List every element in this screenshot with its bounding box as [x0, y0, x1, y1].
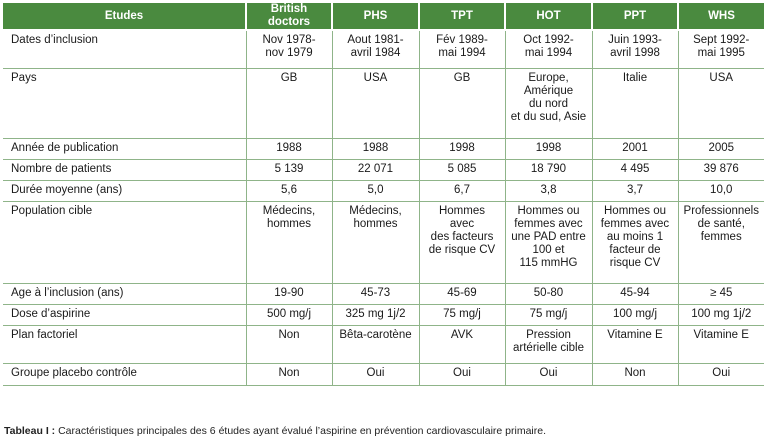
- header-cell: HOT: [505, 3, 592, 30]
- table-cell: 5,0: [332, 180, 419, 201]
- table-cell: 75 mg/j: [419, 304, 505, 325]
- table-cell: 1998: [419, 138, 505, 159]
- table-row: [3, 325, 764, 363]
- table-cell: 19-90: [246, 283, 332, 304]
- row-label: Plan factoriel: [3, 325, 246, 363]
- table-row: [3, 138, 764, 159]
- header-cell: Etudes: [3, 3, 246, 30]
- table-cell: 3,8: [505, 180, 592, 201]
- table-cell: ≥ 45: [678, 283, 764, 304]
- table-cell: Médecins, hommes: [246, 201, 332, 283]
- header-cell: PHS: [332, 3, 419, 30]
- header-cell: TPT: [419, 3, 505, 30]
- row-label: Groupe placebo contrôle: [3, 363, 246, 385]
- table-cell: 45-69: [419, 283, 505, 304]
- header-cell: PPT: [592, 3, 678, 30]
- row-label: Dose d’aspirine: [3, 304, 246, 325]
- row-label: Age à l’inclusion (ans): [3, 283, 246, 304]
- table-cell: Pression artérielle cible: [505, 325, 592, 363]
- table-cell: GB: [419, 68, 505, 138]
- table-row: [3, 283, 764, 304]
- header-cell: WHS: [678, 3, 764, 30]
- row-label: Durée moyenne (ans): [3, 180, 246, 201]
- table-cell: USA: [678, 68, 764, 138]
- table-cell: Non: [592, 363, 678, 385]
- table-cell: 2005: [678, 138, 764, 159]
- header-cell: British doctors: [246, 3, 332, 30]
- table-cell: Oui: [332, 363, 419, 385]
- row-label: Nombre de patients: [3, 159, 246, 180]
- caption-label: Tableau I :: [4, 425, 56, 437]
- table-cell: 325 mg 1j/2: [332, 304, 419, 325]
- table-cell: Non: [246, 325, 332, 363]
- table-cell: 1998: [505, 138, 592, 159]
- table-cell: Fév 1989- mai 1994: [419, 30, 505, 68]
- table-cell: 45-73: [332, 283, 419, 304]
- table-cell: 500 mg/j: [246, 304, 332, 325]
- table-row: [3, 30, 764, 68]
- table-row: [3, 180, 764, 201]
- table-cell: 6,7: [419, 180, 505, 201]
- table-cell: Juin 1993- avril 1998: [592, 30, 678, 68]
- table-cell: Oct 1992- mai 1994: [505, 30, 592, 68]
- table-cell: 10,0: [678, 180, 764, 201]
- table-cell: Hommes avec des facteurs de risque CV: [419, 201, 505, 283]
- table-cell: Oui: [419, 363, 505, 385]
- table-cell: 22 071: [332, 159, 419, 180]
- row-label: Pays: [3, 68, 246, 138]
- caption-text: Caractéristiques principales des 6 études ayant évalué l’aspirine en prévention cardiovasculaire primaire.: [55, 425, 547, 437]
- table-cell: Bêta-carotène: [332, 325, 419, 363]
- table-caption: [4, 425, 546, 438]
- table-row: [3, 201, 764, 283]
- table-cell: 18 790: [505, 159, 592, 180]
- table-cell: 45-94: [592, 283, 678, 304]
- table-cell: 2001: [592, 138, 678, 159]
- table-cell: Nov 1978- nov 1979: [246, 30, 332, 68]
- row-label: Dates d’inclusion: [3, 30, 246, 68]
- table-cell: 5 139: [246, 159, 332, 180]
- table-cell: GB: [246, 68, 332, 138]
- table-cell: Oui: [678, 363, 764, 385]
- row-label: Population cible: [3, 201, 246, 283]
- table-cell: 50-80: [505, 283, 592, 304]
- table-cell: Professionnels de santé, femmes: [678, 201, 764, 283]
- table-row: [3, 304, 764, 325]
- table-cell: Vitamine E: [678, 325, 764, 363]
- table-cell: Sept 1992- mai 1995: [678, 30, 764, 68]
- table-cell: 75 mg/j: [505, 304, 592, 325]
- table-header-row: [3, 3, 764, 30]
- row-label: Année de publication: [3, 138, 246, 159]
- studies-table: [3, 3, 764, 386]
- table-cell: 1988: [332, 138, 419, 159]
- table-cell: 4 495: [592, 159, 678, 180]
- table-cell: USA: [332, 68, 419, 138]
- table-cell: Aout 1981- avril 1984: [332, 30, 419, 68]
- table-cell: 100 mg/j: [592, 304, 678, 325]
- table-cell: 1988: [246, 138, 332, 159]
- table-cell: Hommes ou femmes avec au moins 1 facteur de risque CV: [592, 201, 678, 283]
- table-row: [3, 68, 764, 138]
- table-cell: AVK: [419, 325, 505, 363]
- table-row: [3, 363, 764, 385]
- table-cell: Oui: [505, 363, 592, 385]
- table-cell: 3,7: [592, 180, 678, 201]
- table-cell: Hommes ou femmes avec une PAD entre 100 et 115 mmHG: [505, 201, 592, 283]
- table-row: [3, 159, 764, 180]
- table-cell: Europe, Amérique du nord et du sud, Asie: [505, 68, 592, 138]
- table-cell: 100 mg 1j/2: [678, 304, 764, 325]
- table-cell: Médecins, hommes: [332, 201, 419, 283]
- table-cell: 5 085: [419, 159, 505, 180]
- table-cell: 39 876: [678, 159, 764, 180]
- table-cell: Vitamine E: [592, 325, 678, 363]
- table-cell: Non: [246, 363, 332, 385]
- table-cell: 5,6: [246, 180, 332, 201]
- table-cell: Italie: [592, 68, 678, 138]
